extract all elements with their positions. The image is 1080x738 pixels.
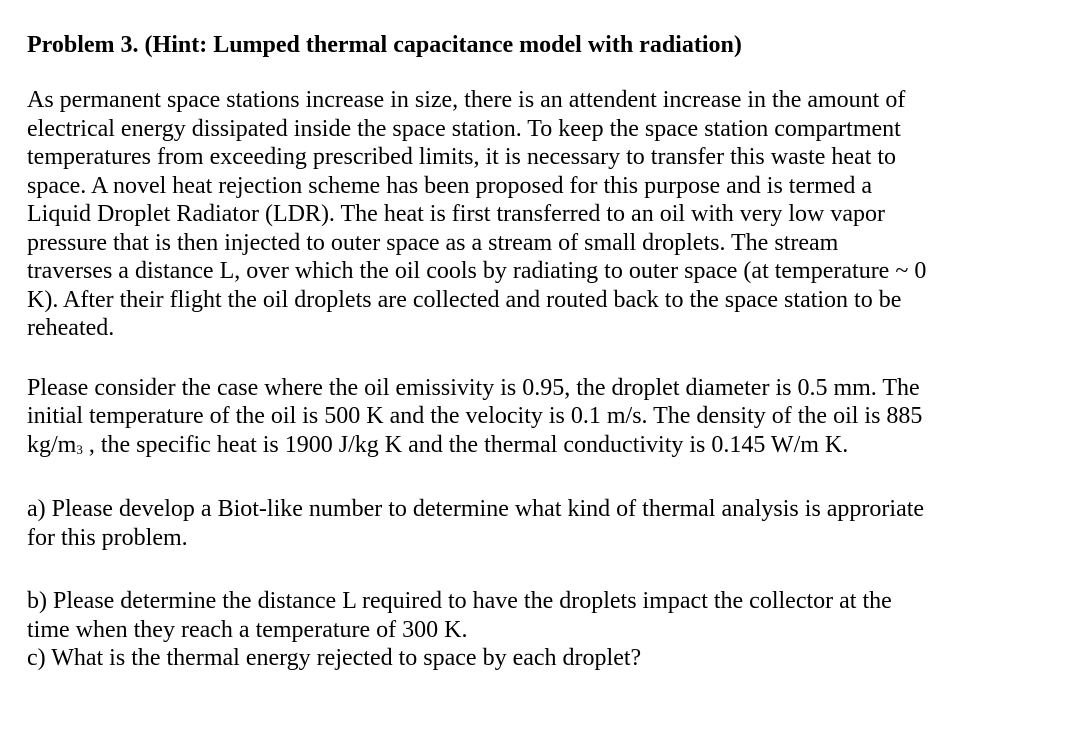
part-a-question (27, 495, 1067, 552)
part-b-c-questions (27, 587, 1067, 673)
intro-line: As permanent space stations increase in size, there is an attendent increase in the amount of (27, 87, 906, 113)
intro-paragraph (27, 86, 1067, 343)
problem-title: Problem 3. (Hint: Lumped thermal capacitance model with radiation) (27, 32, 742, 58)
problem-document (27, 30, 1067, 673)
parameters-line (27, 431, 1067, 465)
parameters-paragraph (27, 374, 1067, 465)
spacer (27, 343, 1067, 374)
parameters-line: Please consider the case where the oil emissivity is 0.95, the droplet diameter is 0.5 mm. The (27, 374, 920, 401)
part-a-line: for this problem. (27, 524, 188, 551)
parameters-line-rest: , the specific heat is 1900 J/kg K and the thermal conductivity is 0.145 W/m K. (82, 431, 849, 458)
part-b-line: time when they reach a temperature of 300 K. (27, 616, 468, 643)
intro-line: reheated. (27, 315, 115, 341)
intro-line: temperatures from exceeding prescribed limits, it is necessary to transfer this waste heat to (27, 144, 897, 170)
part-b-line: b) Please determine the distance L required to have the droplets impact the collector at the (27, 588, 892, 614)
intro-line: traverses a distance L, over which the oil cools by radiating to outer space (at temperature ~ 0 (27, 258, 927, 284)
part-c-line: c) What is the thermal energy rejected to space by each droplet? (27, 645, 642, 671)
intro-line: pressure that is then injected to outer space as a stream of small droplets. The stream (27, 229, 839, 256)
part-a-line: a) Please develop a Biot-like number to determine what kind of thermal analysis is approriate (27, 496, 925, 522)
spacer (27, 552, 1067, 587)
spacer (27, 464, 1067, 495)
spacer (27, 60, 1067, 86)
density-unit-exponent: 3 (76, 441, 83, 457)
intro-line: electrical energy dissipated inside the space station. To keep the space station compartment (27, 115, 901, 142)
parameters-line: initial temperature of the oil is 500 K and the velocity is 0.1 m/s. The density of the oil is 885 (27, 403, 923, 429)
density-unit: kg/m (27, 431, 77, 458)
intro-line: K). After their flight the oil droplets are collected and routed back to the space station to be (27, 286, 902, 313)
intro-line: space. A novel heat rejection scheme has been proposed for this purpose and is termed a (27, 172, 873, 199)
intro-line: Liquid Droplet Radiator (LDR). The heat is first transferred to an oil with very low vapor (27, 201, 885, 227)
